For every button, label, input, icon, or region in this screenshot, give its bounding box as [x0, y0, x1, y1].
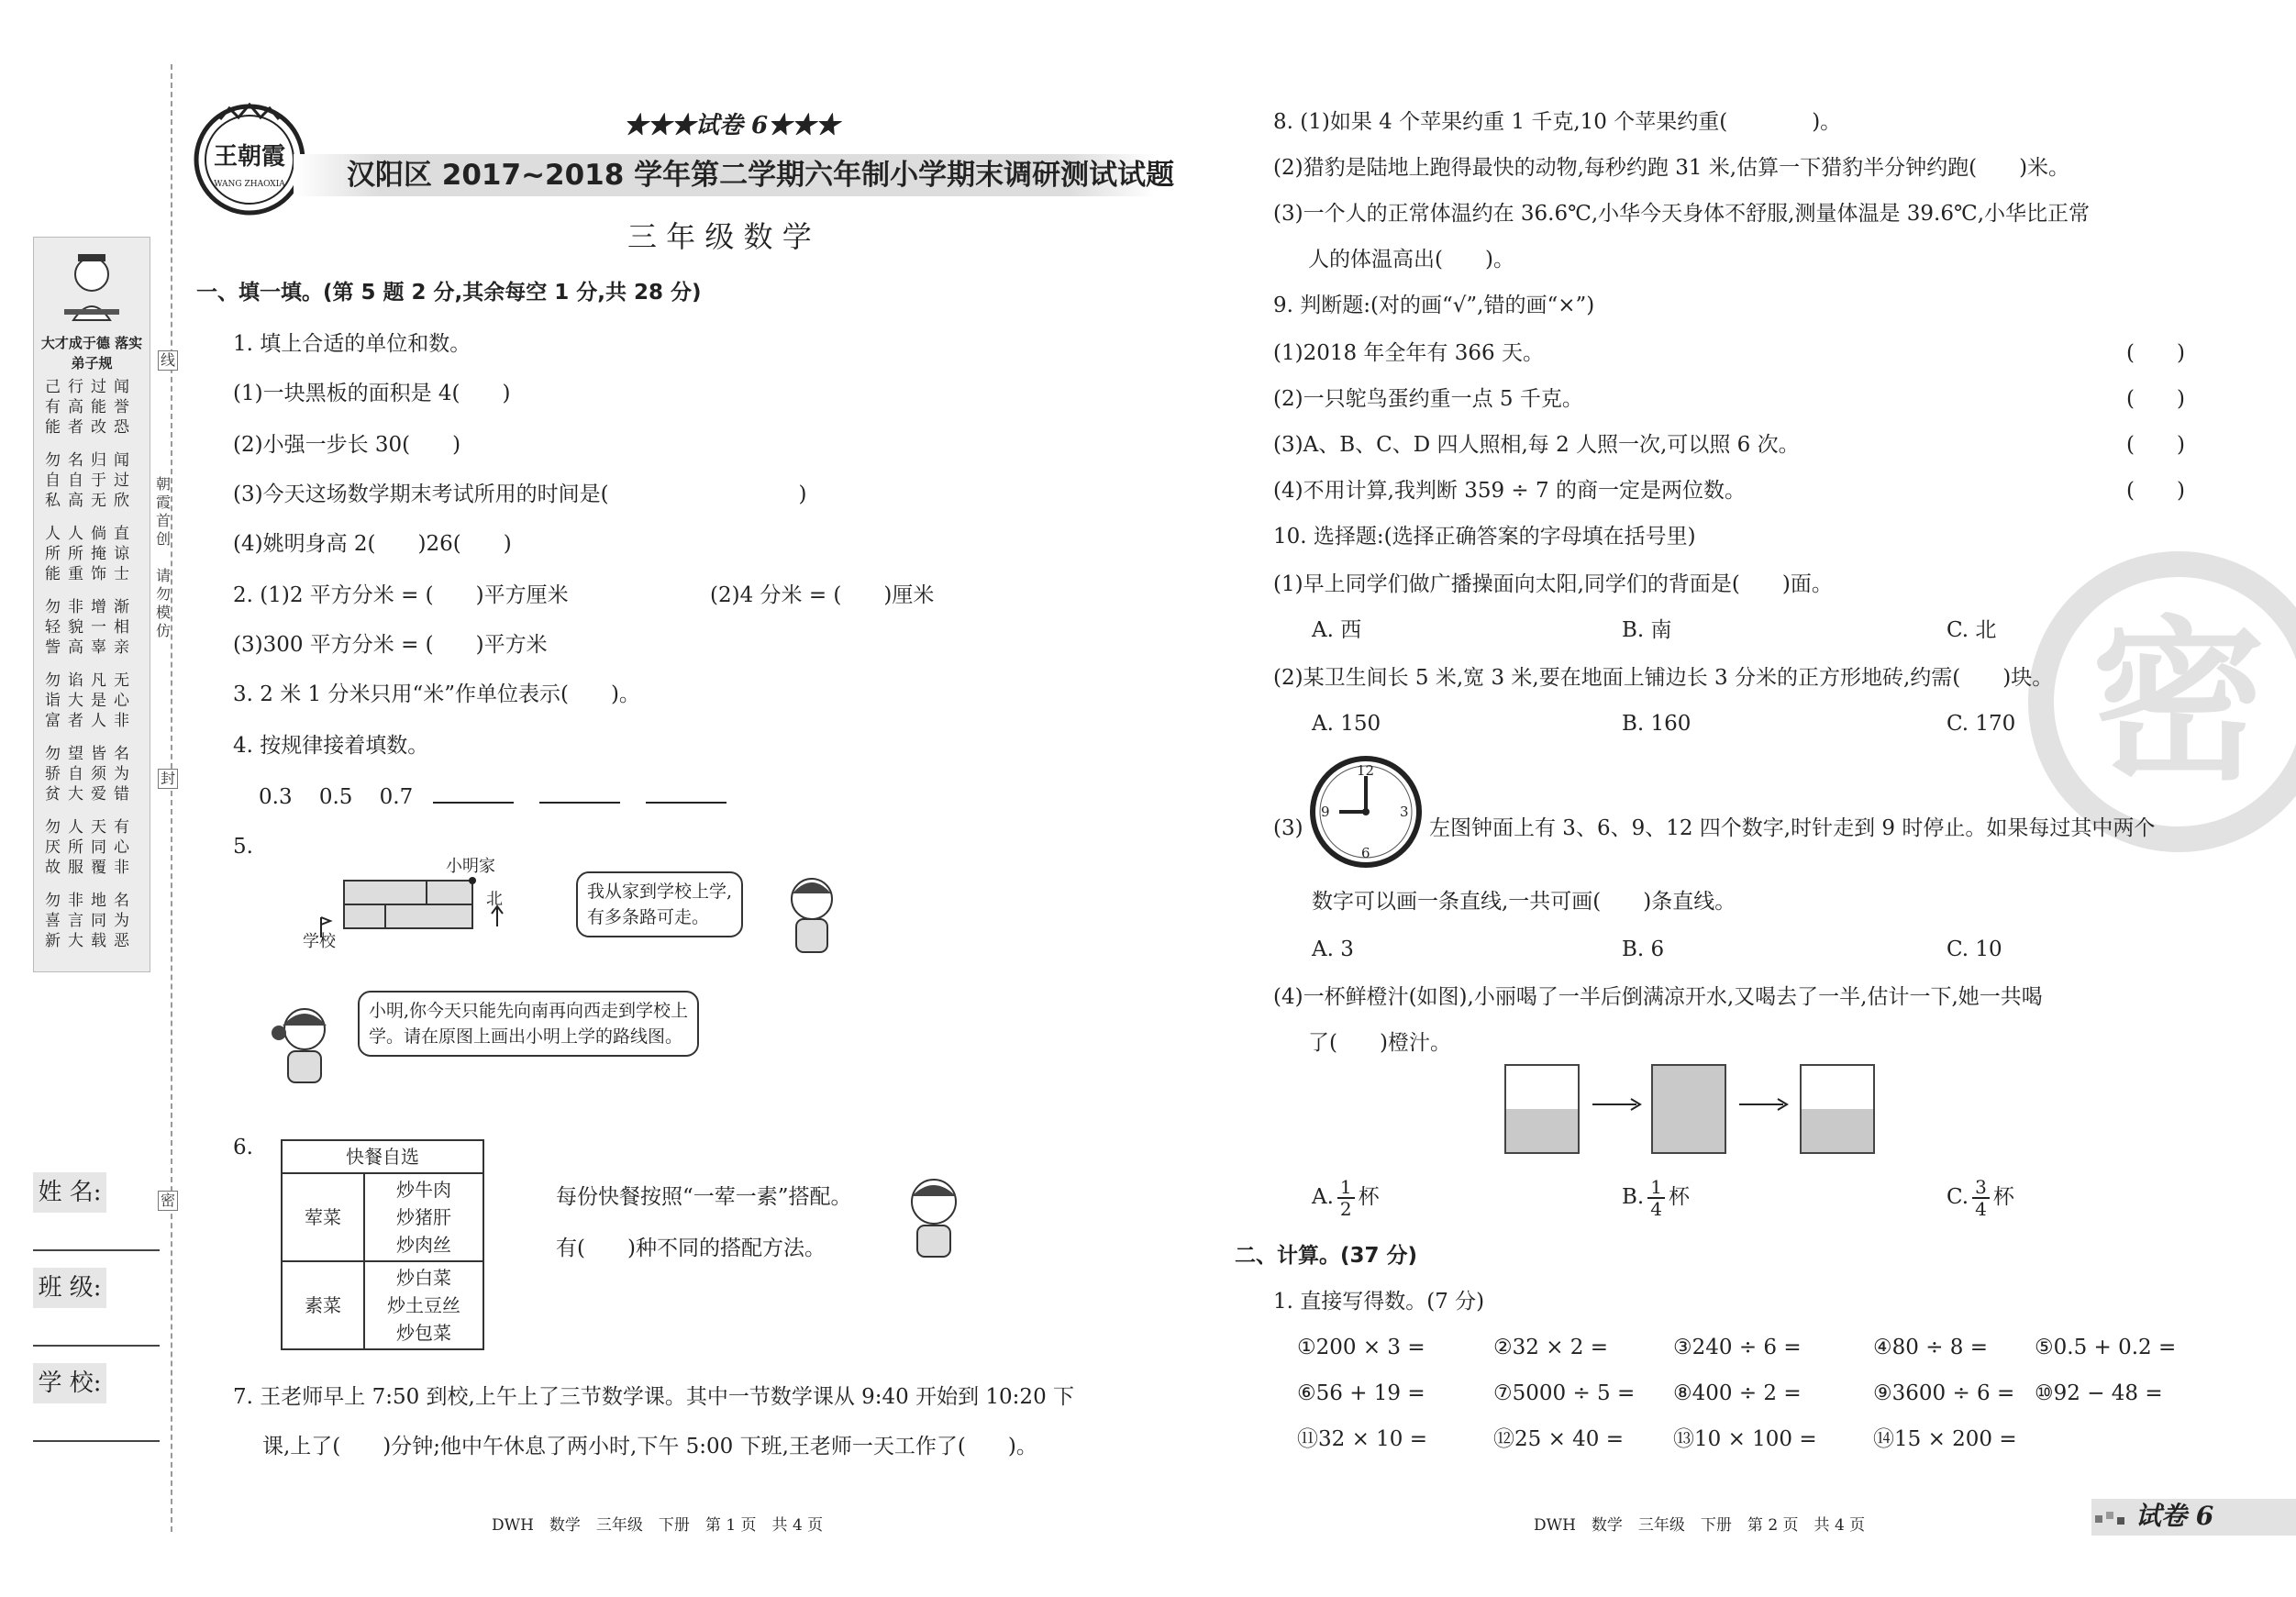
motto-line: 所所掩谅	[45, 545, 137, 563]
motto-line: 人人倘直	[45, 525, 137, 543]
frac-b-den: 4	[1650, 1198, 1662, 1220]
calc-problem[interactable]: ⑪32 × 10 =	[1297, 1427, 1428, 1451]
motto-line: 勿谄凡无	[45, 671, 137, 690]
q10-4-text-2: 了( )橙汁。	[1308, 1031, 1451, 1055]
motto-line: 勿非地名	[45, 892, 137, 910]
cut-label-line: 线	[158, 350, 178, 371]
menu-title: 快餐自选	[282, 1140, 483, 1173]
calc-problem[interactable]: ⑧400 ÷ 2 =	[1673, 1381, 1802, 1405]
binding-dashed-line	[171, 64, 172, 1532]
clock-num-6: 6	[1361, 845, 1370, 861]
calc-instructions: 1. 直接写得数。(7 分)	[1273, 1290, 1485, 1314]
frac-a-den: 2	[1339, 1198, 1352, 1220]
motto-line: 己行过闻	[45, 378, 137, 396]
motto-strip	[33, 237, 150, 972]
slogan: 大才成于德 落实弟子规	[40, 335, 143, 372]
calc-problem[interactable]: ⑥56 + 19 =	[1297, 1381, 1425, 1405]
notice-no-copy: 请勿模仿	[155, 567, 171, 639]
juice-cup-3	[1800, 1064, 1875, 1154]
field-school-line[interactable]	[33, 1440, 160, 1442]
q2b: (2)4 分米 = ( )厘米	[710, 583, 935, 607]
q4: 4. 按规律接着填数。	[233, 734, 429, 758]
boy-cartoon-2-icon	[897, 1172, 971, 1264]
q4-seq-3: 0.7	[379, 785, 414, 809]
q10-4-opt-b-unit: 杯	[1668, 1185, 1690, 1209]
motto-line: 诣大是心	[45, 692, 137, 710]
field-class-line[interactable]	[33, 1345, 160, 1347]
q9-item-1: (1)2018 年全年有 366 天。	[1273, 341, 1544, 365]
juice-fill-1	[1506, 1109, 1578, 1152]
q10-3-opt-b: B. 6	[1622, 937, 1665, 961]
q10-1-opt-b: B. 南	[1622, 618, 1672, 642]
q5-speech-bubble-girl	[358, 991, 699, 1057]
q9-item-3: (3)A、B、C、D 四人照相,每 2 人照一次,可以照 6 次。	[1273, 433, 1800, 457]
calc-problem[interactable]: ⑨3600 ÷ 6 =	[1873, 1381, 2015, 1405]
q10-3-text-2: 数字可以画一条直线,一共可画( )条直线。	[1312, 890, 1736, 914]
q5-north-label: 北	[486, 890, 503, 909]
footer-right: DWH 数学 三年级 下册 第 2 页 共 4 页	[1534, 1516, 1866, 1535]
q10-4-opt-b	[1622, 1174, 1690, 1220]
q1-1: (1)一块黑板的面积是 4( )	[233, 382, 511, 405]
juice-fill-2	[1653, 1066, 1725, 1152]
q10-2-opt-b: B. 160	[1622, 712, 1691, 736]
menu-meat-2: 炒猪肝	[396, 1206, 451, 1228]
menu-meat-3: 炒肉丝	[396, 1234, 451, 1256]
frac-b-num: 1	[1647, 1177, 1665, 1199]
q10-4-opt-b-label: B.	[1622, 1185, 1645, 1209]
menu-veg-items	[364, 1261, 483, 1349]
motto-line: 勿名归闻	[45, 451, 137, 470]
q1-4: (4)姚明身高 2( )26( )	[233, 532, 512, 556]
field-name-line[interactable]	[33, 1249, 160, 1251]
motto-line: 厌所同心	[45, 838, 137, 857]
q5-home-label: 小明家	[446, 857, 495, 876]
q6-text-1: 每份快餐按照“一荤一素”搭配。	[556, 1185, 852, 1209]
exam-badge: ★★★试卷 6★★★	[624, 112, 840, 139]
cut-label-seal: 封	[158, 769, 178, 789]
clock-face-icon	[1308, 754, 1424, 870]
motto-line: 能重饰士	[45, 565, 137, 583]
q10-3-text-1: 左图钟面上有 3、6、9、12 四个数字,时针走到 9 时停止。如果每过其中两个	[1429, 816, 2156, 840]
q9-answer-4[interactable]: ( )	[2126, 479, 2185, 503]
q5-school-label: 学校	[303, 932, 336, 951]
q9-answer-3[interactable]: ( )	[2126, 433, 2185, 457]
q9: 9. 判断题:(对的画“√”,错的画“×”)	[1273, 294, 1595, 317]
boy-cartoon-icon	[780, 871, 844, 963]
juice-fill-3	[1802, 1109, 1873, 1152]
q10-4-opt-c	[1947, 1174, 2014, 1220]
juice-cup-1	[1504, 1064, 1580, 1154]
q5-speech-bubble-boy	[576, 871, 743, 937]
calc-problem[interactable]: ②32 × 2 =	[1493, 1336, 1608, 1359]
subject-title: 三 年 级 数 学	[627, 219, 812, 254]
calc-problem[interactable]: ③240 ÷ 6 =	[1673, 1336, 1802, 1359]
corner-dots-icon	[2095, 1508, 2132, 1526]
calc-problem[interactable]: ⑩92 − 48 =	[2035, 1381, 2163, 1405]
q6-text-2: 有( )种不同的搭配方法。	[556, 1237, 826, 1260]
calc-problem[interactable]: ④80 ÷ 8 =	[1873, 1336, 1988, 1359]
calc-problem[interactable]: ⑫25 × 40 =	[1493, 1427, 1625, 1451]
q10-4-opt-c-fraction	[1972, 1177, 1990, 1219]
q2c: (3)300 平方分米 = ( )平方米	[233, 633, 548, 657]
footer-left: DWH 数学 三年级 下册 第 1 页 共 4 页	[492, 1516, 824, 1535]
girl-cartoon-icon	[268, 998, 341, 1090]
q10-4-opt-c-label: C.	[1947, 1185, 1969, 1209]
q10-4-opt-c-unit: 杯	[1992, 1185, 2014, 1209]
menu-meat-items	[364, 1173, 483, 1261]
frac-c-num: 3	[1972, 1177, 1990, 1199]
q4-blank-3[interactable]	[646, 782, 727, 804]
motto-line: 故服覆非	[45, 859, 137, 877]
calc-grid	[1297, 1334, 2214, 1471]
q10-4-text-1: (4)一杯鲜橙汁(如图),小丽喝了一半后倒满凉开水,又喝去了一半,估计一下,她一共喝	[1273, 985, 2043, 1009]
motto-line: 訾高辜亲	[45, 638, 137, 657]
q3: 3. 2 米 1 分米只用“米”作单位表示( )。	[233, 682, 640, 706]
motto-line: 新大载恶	[45, 932, 137, 950]
arrow-right-icon	[1737, 1095, 1792, 1114]
q8-1: 8. (1)如果 4 个苹果约重 1 千克,10 个苹果约重( )。	[1273, 110, 1842, 134]
watermark-stamp	[2027, 550, 2296, 853]
notice-original: 朝霞首创	[155, 475, 171, 548]
clock-num-12: 12	[1357, 762, 1375, 779]
calc-problem[interactable]: ⑬10 × 100 =	[1673, 1427, 1817, 1451]
q10-2: (2)某卫生间长 5 米,宽 3 米,要在地面上铺边长 3 分米的正方形地砖,约需( )块。	[1273, 666, 2054, 690]
q5-bubble2-line1: 小明,你今天只能先向南再向西走到学校上	[369, 1001, 689, 1021]
q10-1: (1)早上同学们做广播操面向太阳,同学们的背面是( )面。	[1273, 572, 1833, 596]
q1-3: (3)今天这场数学期末考试所用的时间是( )	[233, 482, 807, 506]
logo-subtext: WANG ZHAOXIA	[214, 180, 285, 189]
q10-2-opt-c: C. 170	[1947, 712, 2016, 736]
q4-sequence	[259, 782, 739, 811]
q4-blank-1[interactable]	[433, 782, 514, 804]
motto-line: 能者改恐	[45, 418, 137, 437]
q10-4-opt-a	[1312, 1174, 1380, 1220]
calc-problem[interactable]: ⑦5000 ÷ 5 =	[1493, 1381, 1636, 1405]
q5-bubble1-line1: 我从家到学校上学,	[587, 882, 733, 902]
q10-4-opt-a-fraction	[1337, 1177, 1355, 1219]
logo-text: 王朝霞	[213, 143, 285, 171]
motto-grid	[38, 377, 146, 964]
q10-1-opt-c: C. 北	[1947, 618, 1997, 642]
cut-label-secret: 密	[158, 1191, 178, 1211]
motto-line: 私高无欣	[45, 492, 137, 510]
q6: 6.	[233, 1136, 253, 1159]
q8-2: (2)猎豹是陆地上跑得最快的动物,每秒约跑 31 米,估算一下猎豹半分钟约跑( )米。	[1273, 156, 2070, 180]
q10-4-opt-a-unit: 杯	[1358, 1185, 1380, 1209]
q9-item-2: (2)一只鸵鸟蛋约重一点 5 千克。	[1273, 387, 1583, 411]
calc-problem[interactable]: ⑤0.5 + 0.2 =	[2035, 1336, 2177, 1359]
brand-logo	[193, 103, 306, 216]
q4-seq-1: 0.3	[259, 785, 293, 809]
q8-3b: 人的体温高出( )。	[1308, 248, 1514, 272]
section-1-heading: 一、填一填。(第 5 题 2 分,其余每空 1 分,共 28 分)	[196, 281, 702, 305]
field-school-label: 学 校:	[33, 1363, 106, 1403]
motto-line: 勿望皆名	[45, 745, 137, 763]
frac-c-den: 4	[1975, 1198, 1987, 1220]
q2a: 2. (1)2 平方分米 = ( )平方厘米	[233, 583, 569, 607]
juice-cup-2	[1651, 1064, 1726, 1154]
q4-blank-2[interactable]	[539, 782, 620, 804]
cartoon-scholar-icon	[60, 247, 124, 329]
motto-line: 骄自须为	[45, 765, 137, 783]
motto-line: 富者人非	[45, 712, 137, 730]
frac-a-num: 1	[1337, 1177, 1355, 1199]
arrow-right-icon	[1591, 1095, 1646, 1114]
section-2-heading: 二、计算。(37 分)	[1235, 1244, 1418, 1268]
q4-seq-2: 0.5	[318, 785, 353, 809]
watermark-text: 密	[2091, 599, 2266, 804]
menu-veg-3: 炒包菜	[396, 1322, 451, 1344]
q5: 5.	[233, 835, 253, 859]
field-class-label: 班 级:	[33, 1268, 106, 1308]
q9-item-4: (4)不用计算,我判断 359 ÷ 7 的商一定是两位数。	[1273, 479, 1746, 503]
q10-4-opt-b-fraction	[1647, 1177, 1665, 1219]
q7-line-1: 7. 王老师早上 7:50 到校,上午上了三节数学课。其中一节数学课从 9:40 开始到 10:20 下	[233, 1385, 1075, 1409]
exam-title: 汉阳区 2017~2018 学年第二学期六年制小学期末调研测试试题	[347, 159, 1175, 192]
q10-3-opt-a: A. 3	[1312, 937, 1354, 961]
field-name-label: 姓 名:	[33, 1172, 106, 1213]
q10-3-opt-c: C. 10	[1947, 937, 2002, 961]
q10-1-opt-a: A. 西	[1312, 618, 1362, 642]
q9-answer-2[interactable]: ( )	[2126, 387, 2185, 411]
motto-line: 勿非增渐	[45, 598, 137, 616]
motto-line: 轻貌一相	[45, 618, 137, 637]
q5-street-map[interactable]	[303, 853, 514, 954]
motto-line: 自自于过	[45, 471, 137, 490]
motto-line: 喜言同为	[45, 912, 137, 930]
menu-veg-1: 炒白菜	[396, 1267, 451, 1289]
clock-num-9: 9	[1321, 804, 1330, 820]
q1: 1. 填上合适的单位和数。	[233, 332, 471, 356]
q7-line-2: 课,上了( )分钟;他中午休息了两小时,下午 5:00 下班,王老师一天工作了( )。	[262, 1435, 1037, 1458]
q9-answer-1[interactable]: ( )	[2126, 341, 2185, 365]
q10: 10. 选择题:(选择正确答案的字母填在括号里)	[1273, 525, 1696, 549]
calc-problem[interactable]: ①200 × 3 =	[1297, 1336, 1425, 1359]
motto-line: 勿人天有	[45, 818, 137, 837]
menu-veg-label: 素菜	[282, 1261, 364, 1349]
q5-bubble2-line2: 学。请在原图上画出小明上学的路线图。	[369, 1026, 683, 1047]
motto-line: 贫大爱错	[45, 785, 137, 804]
q10-2-opt-a: A. 150	[1312, 712, 1381, 736]
q10-4-opt-a-label: A.	[1312, 1185, 1334, 1209]
menu-veg-2: 炒土豆丝	[387, 1294, 460, 1316]
calc-problem[interactable]: ⑭15 × 200 =	[1873, 1427, 2017, 1451]
fast-food-menu-table	[281, 1139, 484, 1350]
corner-exam-label: 试卷 6	[2135, 1501, 2214, 1531]
clock-num-3: 3	[1400, 804, 1409, 820]
q5-bubble1-line2: 有多条路可走。	[587, 907, 710, 927]
motto-line: 有高能誉	[45, 398, 137, 416]
menu-meat-1: 炒牛肉	[396, 1179, 451, 1201]
menu-meat-label: 荤菜	[282, 1173, 364, 1261]
q10-3-prefix: (3)	[1273, 816, 1303, 840]
q8-3a: (3)一个人的正常体温约在 36.6℃,小华今天身体不舒服,测量体温是 39.6℃,小华比正常	[1273, 202, 2091, 226]
q1-2: (2)小强一步长 30( )	[233, 433, 461, 457]
